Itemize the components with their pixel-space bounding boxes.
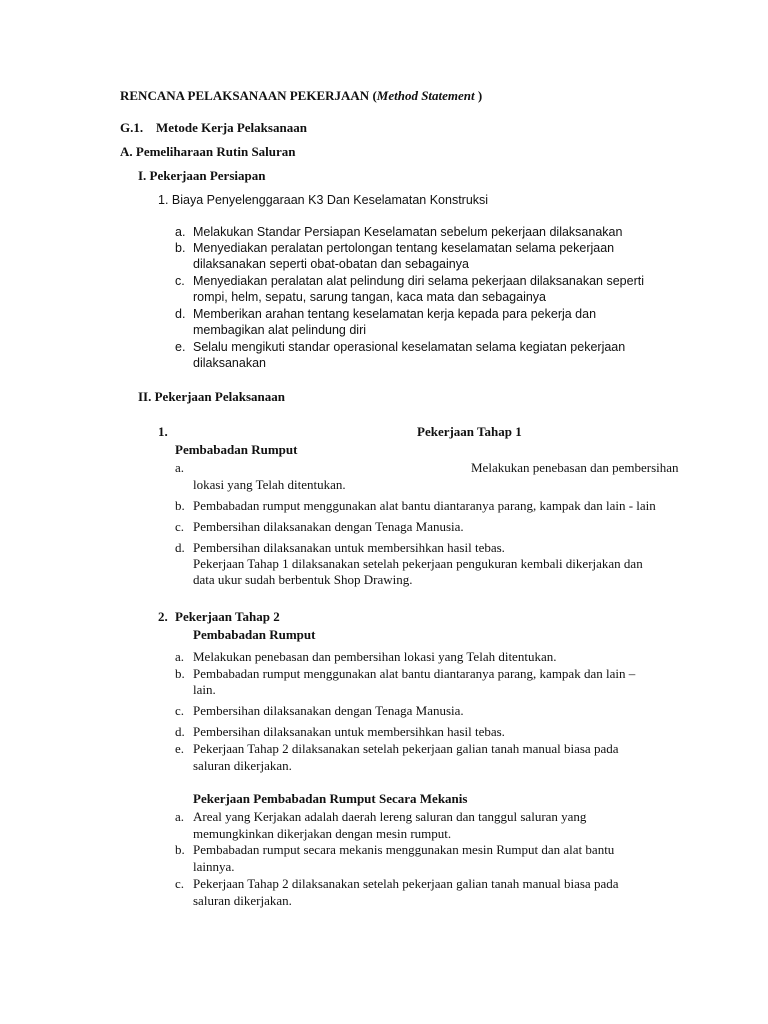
stage2-title: Pekerjaan Tahap 2 [175,609,280,624]
list-item-line: Menyediakan peralatan pertolongan tentang keselamatan selama pekerjaan [193,241,615,255]
list-marker: d. [175,307,186,321]
list-item-line: data ukur sudah berbentuk Shop Drawing. [193,572,413,587]
list-item-line: Areal yang Kerjakan adalah daerah lereng saluran dan tanggul saluran yang [193,809,587,824]
list-item-line: Melakukan penebasan dan pembersihan [471,460,679,475]
list-item-line: lokasi yang Telah ditentukan. [193,477,346,492]
list-marker: c. [175,703,185,718]
stage2-number: 2. [158,609,168,624]
list-item-line: dilaksanakan [193,356,266,370]
list-item-line: dilaksanakan seperti obat-obatan dan sebagainya [193,257,469,271]
mechanical-title: Pekerjaan Pembabadan Rumput Secara Mekanis [193,791,468,806]
list-marker: a. [175,809,185,824]
stage1-number: 1. [158,424,168,439]
list-item-line: Memberikan arahan tentang keselamatan kerja kepada para pekerja dan [193,307,597,321]
list-item-line: rompi, helm, sepatu, sarung tangan, kaca mata dan sebagainya [193,290,546,304]
list-item-line: Pembersihan dilaksanakan dengan Tenaga Manusia. [193,703,464,718]
section-number: G.1. [120,120,144,135]
list-marker: e. [175,340,186,354]
list-marker: a. [175,460,185,475]
list-item-line: saluran dikerjakan. [193,893,292,908]
title-italic: Method Statement [376,88,475,103]
list-item-line: Melakukan Standar Persiapan Keselamatan sebelum pekerjaan dilaksanakan [193,225,623,239]
list-marker: c. [175,519,185,534]
list-item-line: Pembersihan dilaksanakan untuk membersihkan hasil tebas. [193,540,505,555]
title-close-paren: ) [477,88,483,103]
list-marker: b. [175,498,185,513]
list-item-line: Pembabadan rumput menggunakan alat bantu diantaranya parang, kampak dan lain – [193,666,636,681]
list-marker: e. [175,741,185,756]
list-item-line: Selalu mengikuti standar operasional keselamatan selama kegiatan pekerjaan [193,340,626,354]
list-marker: a. [175,649,185,664]
list-marker: b. [175,666,185,681]
list-item-line: lain. [193,682,216,697]
list-item-line: saluran dikerjakan. [193,758,292,773]
list-item-line: Pekerjaan Tahap 2 dilaksanakan setelah pekerjaan galian tanah manual biasa pada [193,876,619,891]
title-main: RENCANA PELAKSANAAN PEKERJAAN [120,88,370,103]
list-item-line: membagikan alat pelindung diri [193,323,367,337]
document-title [120,88,482,104]
part2-heading: II. Pekerjaan Pelaksanaan [138,389,285,404]
list-item-line: Pembersihan dilaksanakan dengan Tenaga Manusia. [193,519,464,534]
part1-item1: 1. Biaya Penyelenggaraan K3 Dan Keselamatan Konstruksi [158,193,489,207]
list-item-line: Pembabadan rumput menggunakan alat bantu diantaranya parang, kampak dan lain - lain [193,498,656,513]
list-marker: b. [175,241,186,255]
part1-heading: I. Pekerjaan Persiapan [138,168,266,183]
section-label: Metode Kerja Pelaksanaan [156,120,307,135]
list-item-line: memungkinkan dikerjakan dengan mesin rumput. [193,826,452,841]
title-open-paren: ( [372,88,377,103]
list-marker: b. [175,842,185,857]
stage1-subtitle: Pembabadan Rumput [175,442,298,457]
stage2-subtitle: Pembabadan Rumput [193,627,316,642]
subsection-a: A. Pemeliharaan Rutin Saluran [120,144,296,159]
list-marker: c. [175,876,185,891]
list-item-line: Pekerjaan Tahap 2 dilaksanakan setelah pekerjaan galian tanah manual biasa pada [193,741,619,756]
list-marker: d. [175,724,185,739]
list-item-line: Pembabadan rumput secara mekanis menggunakan mesin Rumput dan alat bantu [193,842,615,857]
list-item-line: Pekerjaan Tahap 1 dilaksanakan setelah pekerjaan pengukuran kembali dikerjakan dan [193,556,643,571]
stage1-title: Pekerjaan Tahap 1 [417,424,522,439]
list-marker: c. [175,274,185,288]
list-item-line: Pembersihan dilaksanakan untuk membersihkan hasil tebas. [193,724,505,739]
list-item-line: Melakukan penebasan dan pembersihan lokasi yang Telah ditentukan. [193,649,557,664]
list-marker: d. [175,540,185,555]
list-item-line: Menyediakan peralatan alat pelindung diri selama pekerjaan dilaksanakan seperti [193,274,644,288]
list-item-line: lainnya. [193,859,235,874]
list-marker: a. [175,225,186,239]
